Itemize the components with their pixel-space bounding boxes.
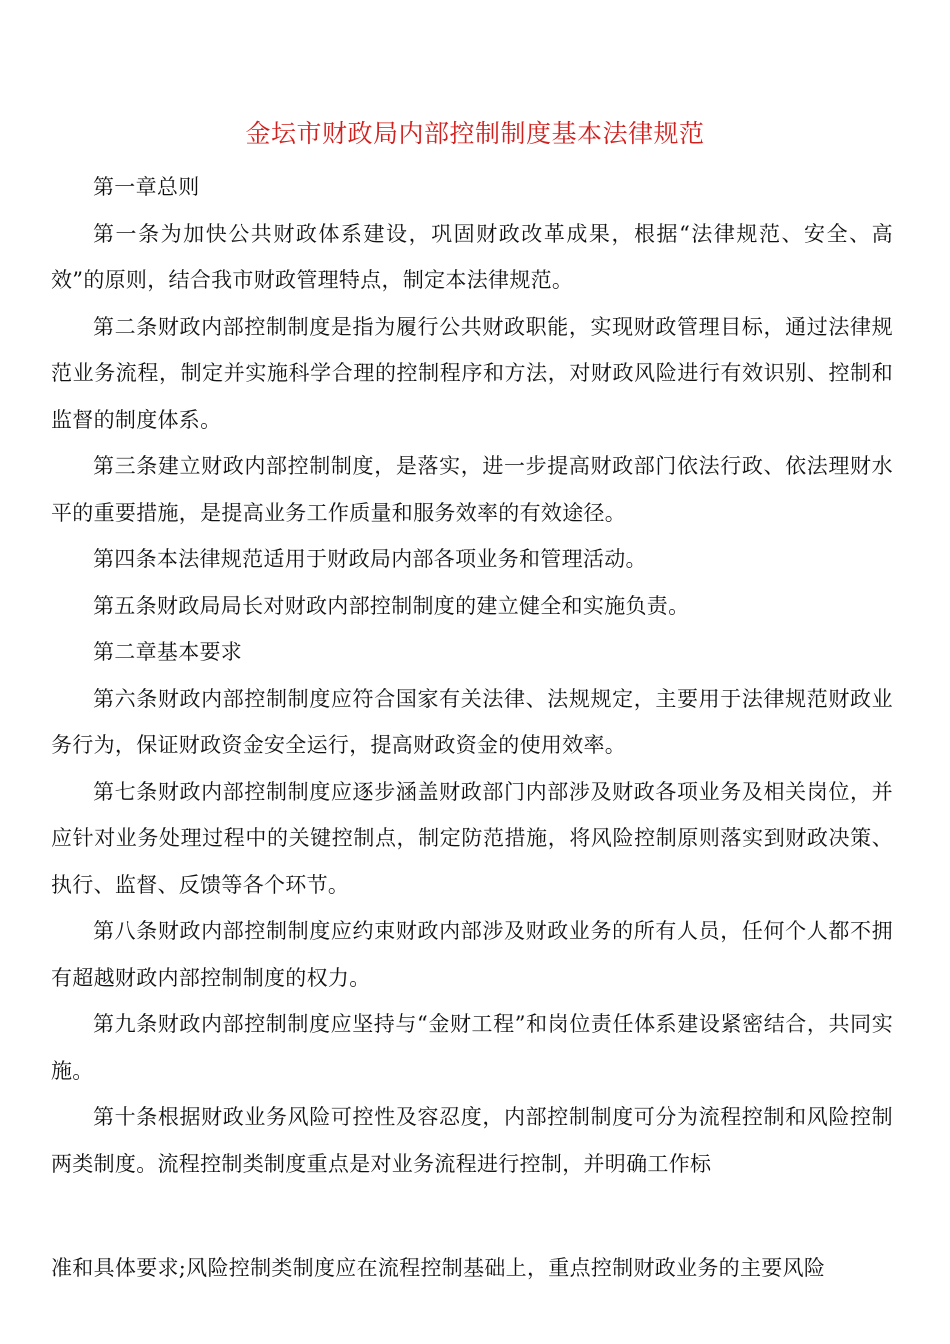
- document-title: 金坛市财政局内部控制制度基本法律规范: [245, 119, 705, 148]
- article-8: 第八条财政内部控制制度应约束财政内部涉及财政业务的所有人员，任何个人都不拥有超越财政内部控制制度的权力。: [51, 919, 893, 990]
- article-3: 第三条建立财政内部控制制度，是落实，进一步提高财政部门依法行政、依法理财水平的重要措施，是提高业务工作质量和服务效率的有效途径。: [51, 454, 893, 525]
- article-10: 第十条根据财政业务风险可控性及容忍度，内部控制制度可分为流程控制和风险控制两类制度。流程控制类制度重点是对业务流程进行控制，并明确工作标: [51, 1105, 893, 1176]
- article-6: 第六条财政内部控制制度应符合国家有关法律、法规规定，主要用于法律规范财政业务行为，保证财政资金安全运行，提高财政资金的使用效率。: [51, 686, 893, 757]
- article-9: 第九条财政内部控制制度应坚持与“金财工程”和岗位责任体系建设紧密结合，共同实施。: [51, 1012, 893, 1083]
- chapter-heading-1: 第一章总则: [93, 175, 200, 199]
- article-10-continuation: 准和具体要求;风险控制类制度应在流程控制基础上，重点控制财政业务的主要风险: [51, 1256, 826, 1280]
- article-1: 第一条为加快公共财政体系建设，巩固财政改革成果，根据“法律规范、安全、高效”的原则，结合我市财政管理特点，制定本法律规范。: [51, 221, 893, 292]
- article-4: 第四条本法律规范适用于财政局内部各项业务和管理活动。: [93, 547, 647, 571]
- article-7: 第七条财政内部控制制度应逐步涵盖财政部门内部涉及财政各项业务及相关岗位，并应针对业务处理过程中的关键控制点，制定防范措施，将风险控制原则落实到财政决策、执行、监督、反馈等各个环节。: [51, 779, 893, 897]
- article-5: 第五条财政局局长对财政内部控制制度的建立健全和实施负责。: [93, 593, 690, 618]
- document-body: [51, 164, 893, 1187]
- article-2: 第二条财政内部控制制度是指为履行公共财政职能，实现财政管理目标，通过法律规范业务流程，制定并实施科学合理的控制程序和方法，对财政风险进行有效识别、控制和监督的制度体系。: [51, 314, 893, 432]
- chapter-heading-2: 第二章基本要求: [93, 640, 243, 664]
